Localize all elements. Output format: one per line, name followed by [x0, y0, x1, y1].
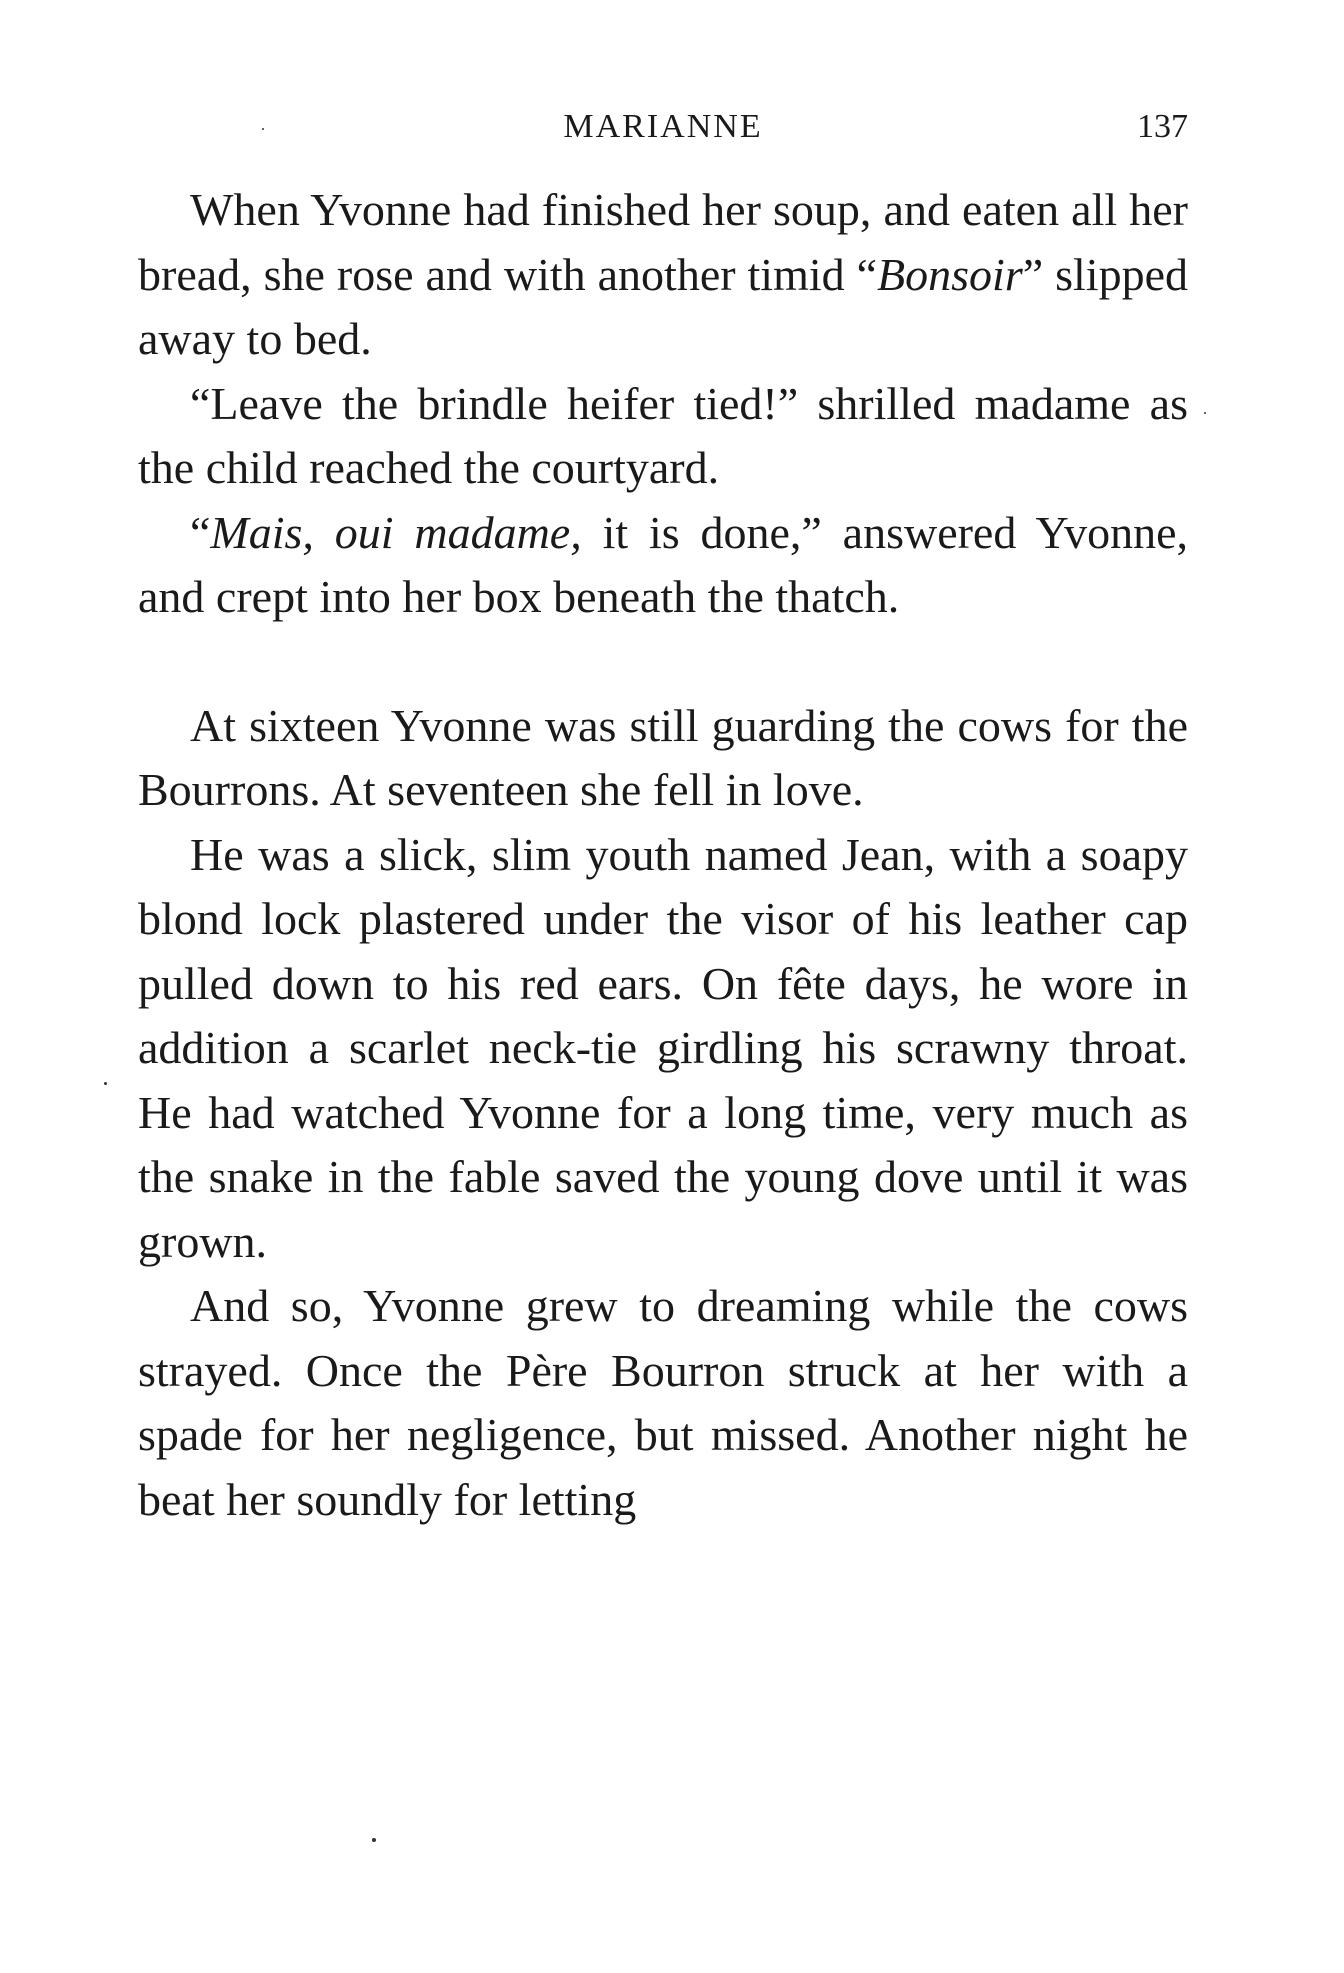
body-text — [138, 178, 1188, 1532]
open-quote: “ — [190, 506, 211, 558]
paragraph-1-text: When Yvonne had finished her soup, and eaten all her bread, she rose and with another timid — [138, 184, 1188, 300]
paragraph-3 — [138, 501, 1188, 630]
page-number: 137 — [1137, 108, 1188, 145]
ink-speck — [372, 1838, 376, 1842]
open-quote: “ — [856, 248, 878, 300]
paragraph-1-end: slipped away to bed. — [138, 248, 1188, 364]
paragraph-2: “Leave the brindle heifer tied!” shrilled madame as the child reached the courtyard. — [138, 377, 1188, 493]
paragraph-4: At sixteen Yvonne was still guarding the cows for the Bourrons. At seventeen she fell in love. — [138, 699, 1188, 815]
paragraph-5: He was a slick, slim youth named Jean, with a soapy blond lock plastered under the visor of his leather cap pulled down to his red ears. On fête days, he wore in addition a scarlet neck-tie girdling his scrawny throat. He had watched Yvonne for a long time, very much as the snake in the fable saved the young dove until it was grown. — [138, 828, 1188, 1267]
ink-speck — [1204, 412, 1206, 414]
ink-speck — [104, 1082, 107, 1085]
running-head — [138, 108, 1188, 158]
close-quote: ” — [1022, 248, 1044, 300]
section-break — [138, 630, 1188, 694]
ink-speck — [262, 128, 264, 130]
running-title: MARIANNE — [563, 108, 763, 145]
italic-mais-oui-madame: Mais, oui madame, — [210, 506, 582, 558]
paragraph-6: And so, Yvonne grew to dreaming while the cows strayed. Once the Père Bourron struck at her with a spade for her negligence, but missed. Another night he beat her soundly for letting — [138, 1280, 1188, 1525]
paragraph-3-rest: it is done,” answered Yvonne, and crept into her box beneath the thatch. — [138, 506, 1189, 622]
paragraph-1 — [138, 178, 1188, 372]
italic-bonsoir: Bonsoir — [877, 248, 1023, 300]
